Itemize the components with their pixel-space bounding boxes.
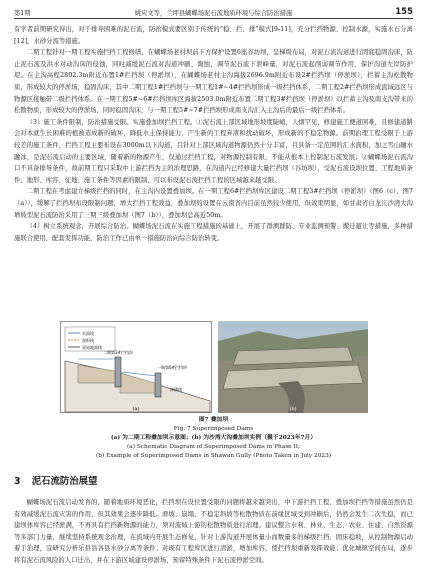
paragraph: （3）施工条件限制，防治措施受限。实施叠加坝拦挡工程。①泥石流上部区域地形坡度陡峭，人烟罕见，修建施工便道困难，且修建道路会对本就生长困难的植被造成新的破坏，降低水土保持能力，产生新的工程弃渣和扰动破坏，形成新的不稳定物源。前期治理工程受限于上游较差的施工条件，拦挡工程主要布设在3000m以下沟道，且针对上部区域沟道物源仍然十分丰富，且具备一定范围的汇水面积，加之雪山融水融冰，是泥石流启动的主要区域，随着新的物源产生，仅通过拦挡工程，对物源控制有限，不能从根本上控制泥石流发展；②蝴蝶场泥石流沟口不具备排导条件，故前期工程只采取中上游拦挡为主的治理思路，在沟道内已经修建大量拦挡坝（谷坊坝），受泥石流设坝位置、工程地质条件、地形、库容、征地、施工条件等因素的限制，可以布设泥石流拦挡工程的区域越来越受限。 (14, 118, 413, 184)
superimposed-dam-photo (218, 321, 368, 413)
schematic-diagram (60, 321, 212, 413)
running-title: 姚应文等，兰坪县蝴蝶场泥石流地质环境与综合防治措施 (134, 10, 293, 17)
paragraph: （4）树立系统观念，开展综合防治。蝴蝶场泥石流在实施工程措施的基础上，开展了群测群防、专业监测预警、搬迁避让等措施，多种措施联合使用，配套发挥功能，防治工作已由单一措施防治向综合防治转变。 (14, 223, 413, 242)
section-title: 泥石流防治展望 (31, 476, 98, 487)
superimposed-dam-schematic (60, 321, 212, 413)
running-header (14, 6, 413, 19)
caption-en-a: (a) Schematic Diagram of Superimposed Dams in Phase II; (127, 444, 300, 450)
section-heading (14, 473, 97, 487)
paragraph: 二期工程针对一期工程实施拦挡工程修缮，在蝴蝶场老村坝前下方保护设置6座谷坊坝，呈梯级布局，对泥石流沟道进行固底稳固沟床，防止泥石流及洪水对动沟床的侵蚀，同时减缓泥石流对沟道冲刷、淘蚀，调节泥石流下泄峰量，对泥石流起削弱调节作用，保护沟道左岸防护堤。在主沟高程2802.3m附近布置1#拦挡坝（停淤坝），在蝴蝶场老村主沟海拔2696.9m附近布设2#拦挡坝（停淤坝），拦蓄主沟松散物质，形成较大的停淤场，稳固沟床，其中二期工程1#拦挡坝与一期工程1#~4#拦挡坝形成一级拦挡体系，二期工程2#拦挡坝形成流域远区与物源区接触带二级拦挡体系。在一期工程5#~6#拦挡坝库区海拔2503.0m附近布置二期工程3#拦挡坝（停淤坝）以拦蓄主沟及南支沟带来的松散物质，形成较大的停淤场，同时稳固沟床，与一期工程5#~7#拦挡坝形成南支沟汇入主沟后的最后一级拦挡体系。 (14, 49, 413, 115)
figure-caption (14, 416, 413, 461)
caption-cn-number: 图7 叠加坝 (198, 417, 229, 423)
caption-en-b: (b) Example of Superimposed Dams in Shawan Gully (Photo Taken in July 2023) (95, 453, 332, 459)
phase2-dam-block (115, 357, 121, 387)
caption-en-number: Fig. 7 Superimposed Dams (173, 426, 254, 432)
surface-label: 冲刷线 (170, 387, 182, 392)
legend-label: 淤积线 (82, 338, 94, 343)
dam-label: 二期第3#拦挡坝 (103, 350, 133, 355)
section-number: 3 (14, 476, 21, 487)
panel-label-b: (b) (289, 406, 297, 412)
paragraph: 二期工程在考虑建立梯级拦挡的同时，在主沟内设置叠加坝。在一期工程6#拦挡坝库区建设二期工程3#拦挡坝（停淤坝）（图6（c）、图7（a）），缓解了拦挡坝布设限制问题，增大拦挡工程效益，叠加坝的设置在云南省内目前虽然较少使用，但效果明显，如甘肃省白龙江沙湾大沟增坡型泥石流防治采用了三期三级叠加坝（图7（b）），叠加坝总高近50m。 (14, 188, 413, 219)
legend-label: 原始地面线 (82, 345, 102, 350)
dam-label: 一期第6#拦挡坝 (157, 365, 187, 370)
paragraph: 蝴蝶场泥石流启动发育的，随着地质环境恶化，拦挡坝在设位置受限的问题将越来越突出，中下游拦挡工程、叠加坝拦挡等措施虽然仍是有效减缓泥石流灾害的作用，但其效果会逐步降低。滑坡、崩塌、不稳定斜坡等松散物质在前缘区域受到冲刷后，仍然会发生二次失稳，而已建坝体库容已经淤满，不再具有拦挡新物源的能力，须对流域上游的松散物质进行治理。建议整合水利、林业、生态、农业、住建、自然资源等多部门力量，继续坚持系统观念治理，在流域内开展生态修复，针对上游沟道开展体量小而数量多的梯级拦挡、固床稳坡，从控制物源启动着手治理，宜研究分析乐县县各县水砂分离等条件；对现有工程库区进行清淤，增加库容，使拦挡坝重新发挥效能；优化城镇空间布局，逐步将有泥石流风险的人口迁出，并在下游区域建设停淤场，预留特殊条件下泥石流停淤空间。 (14, 499, 413, 564)
caption-cn-sub: (a) 为二期工程叠加坝示意图；(b) 为沙湾大沟叠加坝实例（摄于2023年7月） (110, 435, 317, 441)
paragraph: 有学者前期研究得出，对于排导困难的泥石流，防治模式要区别于传统的“稳、拦、排”模式[9-11]，充分拦挡物源、控制水源，实施水石分离[12]，水砂分流等措施。 (14, 26, 413, 45)
figure-7 (60, 321, 368, 413)
phase1-dam-block (155, 373, 161, 397)
issue-number: 第1期 (14, 10, 31, 17)
page-number: 155 (395, 7, 413, 17)
dam-photo (218, 321, 368, 413)
panel-label-a: (a) (132, 406, 140, 412)
body-text-lower (14, 497, 413, 567)
legend-label: 水面线 (82, 331, 94, 336)
body-text-upper (14, 24, 413, 244)
